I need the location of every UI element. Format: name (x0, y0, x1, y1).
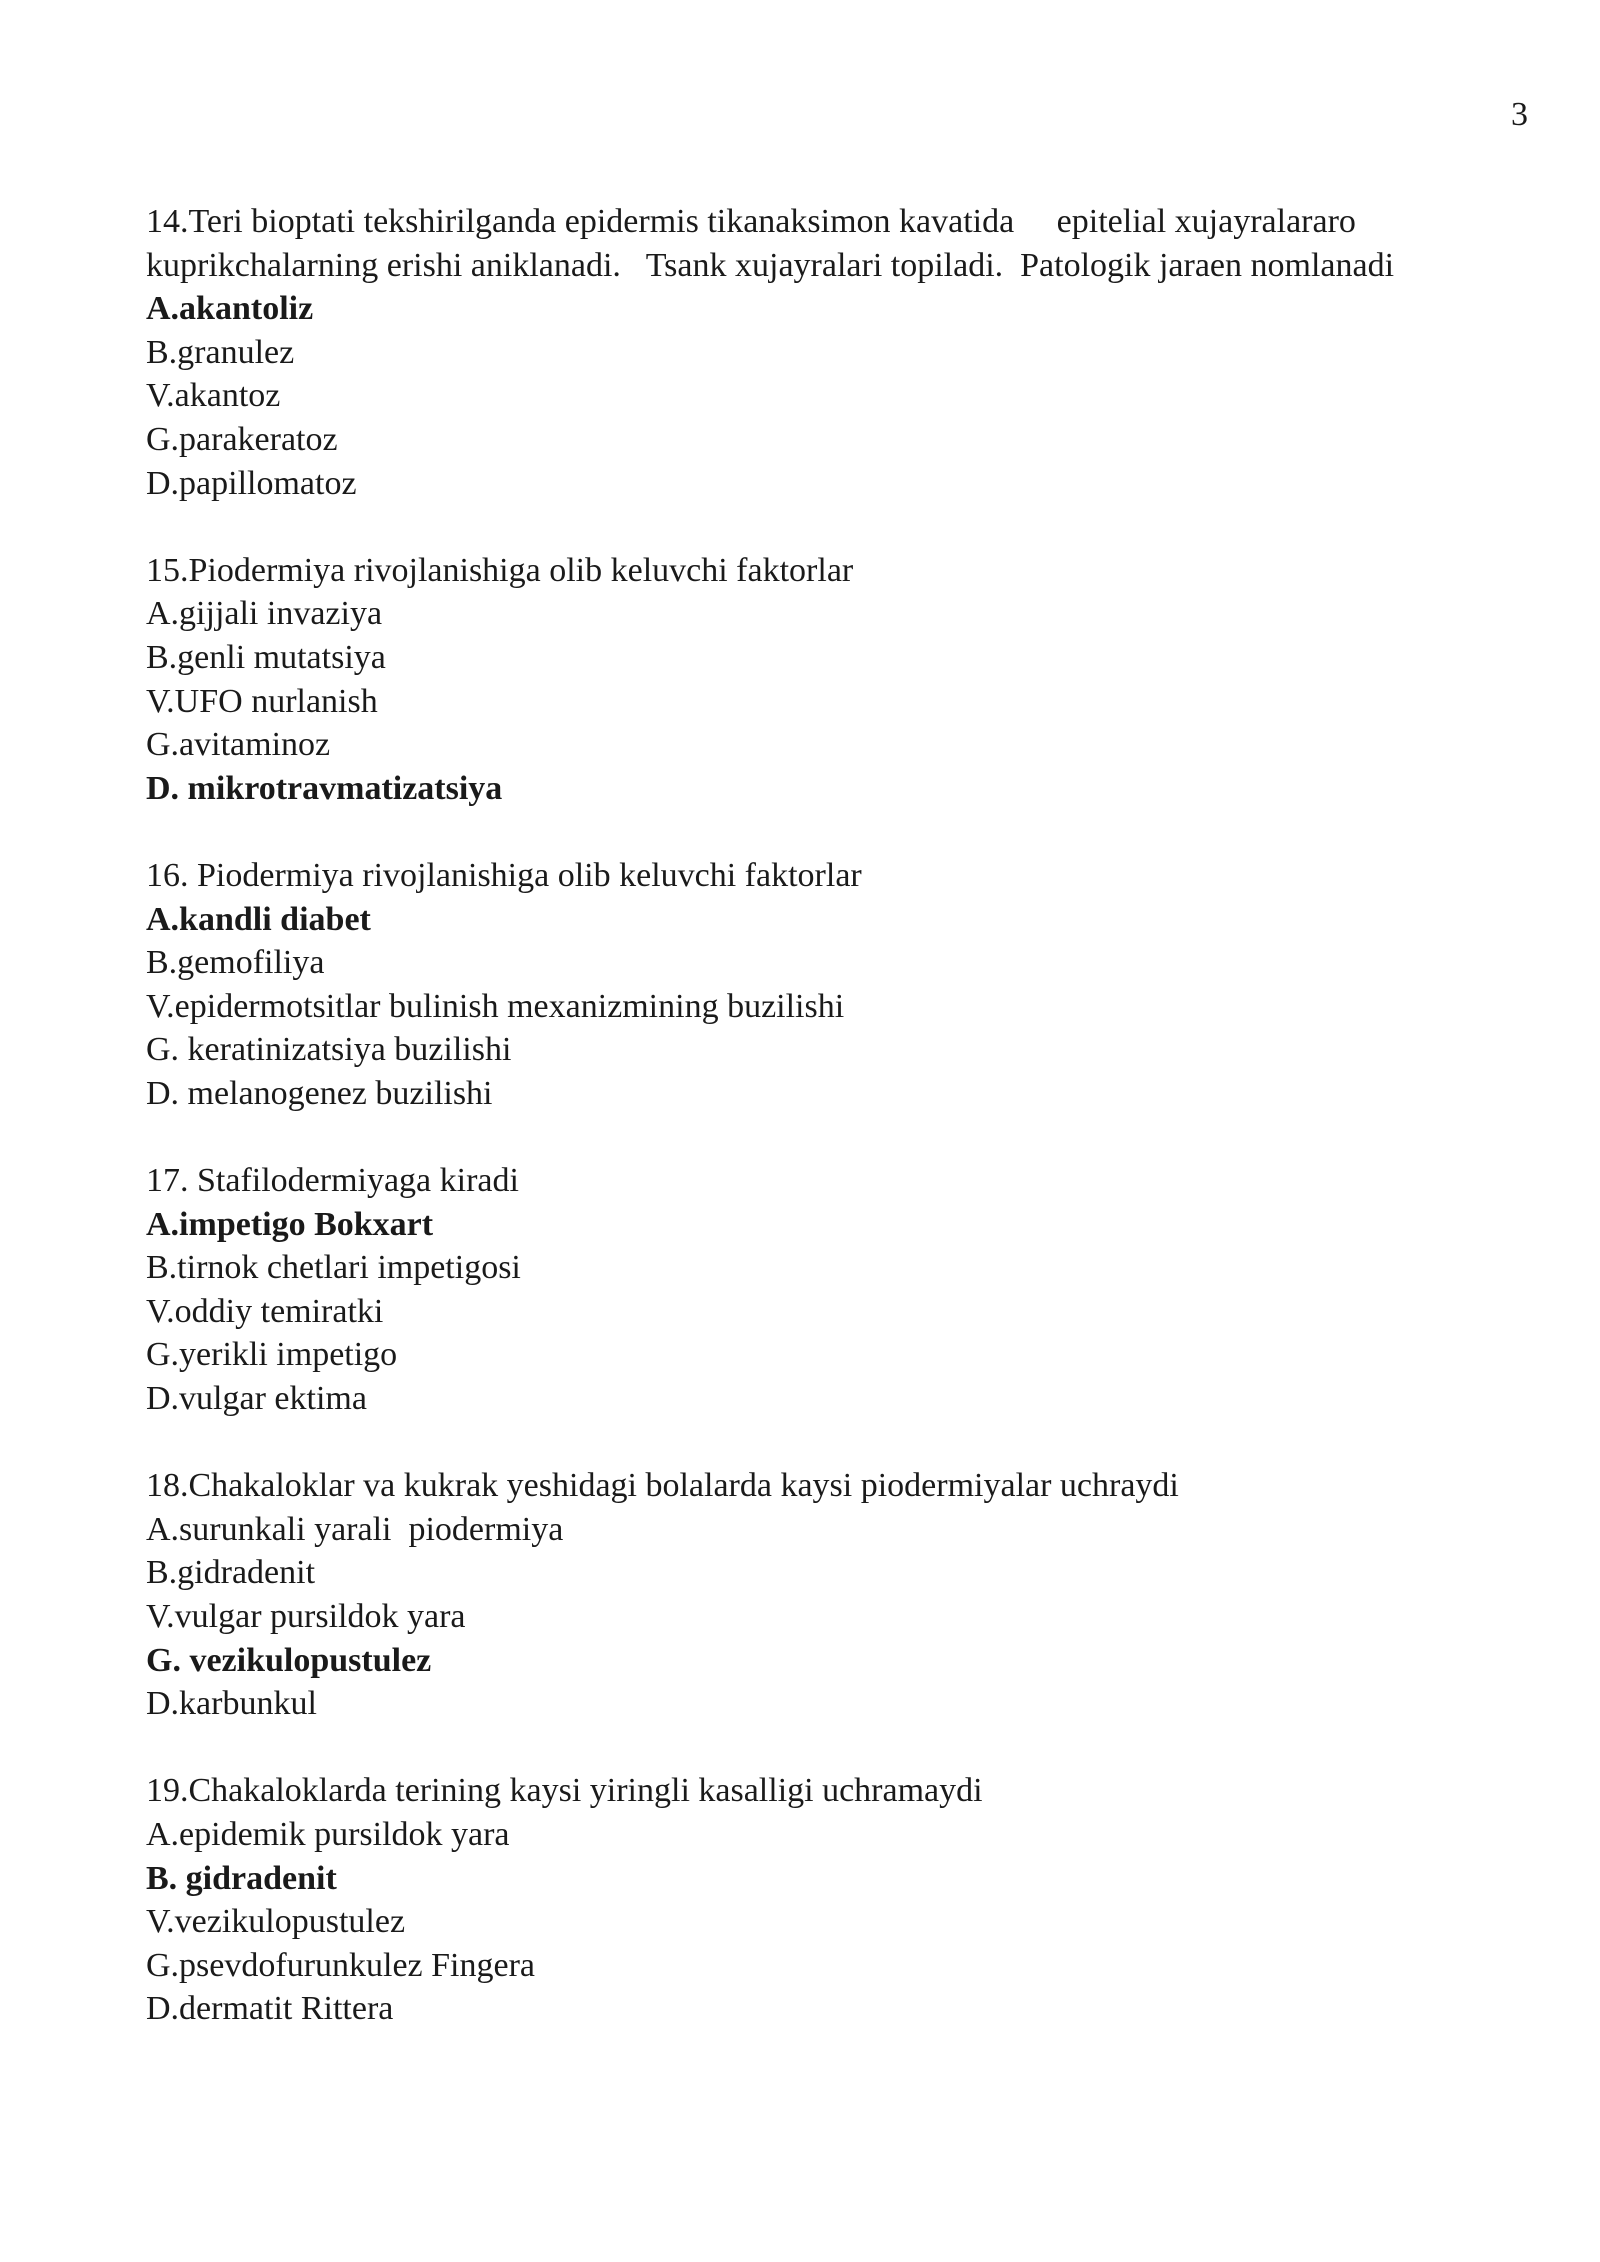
question-list (146, 200, 1516, 2075)
answer-option-g: G.parakeratoz (146, 420, 338, 458)
answer-option-d: D.papillomatoz (146, 464, 357, 502)
page-number: 3 (1511, 96, 1528, 133)
answer-option-g: G. keratinizatsiya buzilishi (146, 1031, 512, 1069)
answer-option-a: A.epidemik pursildok yara (146, 1815, 510, 1853)
answer-option-g: G.psevdofurunkulez Fingera (146, 1946, 536, 1984)
question-17 (146, 1159, 1516, 1421)
answer-option-b: B.tirnok chetlari impetigosi (146, 1249, 521, 1287)
question-text: 16. Piodermiya rivojlanishiga olib keluvchi faktorlar (146, 856, 862, 894)
answer-option-d-correct: D. mikrotravmatizatsiya (146, 769, 503, 807)
answer-option-v: V.UFO nurlanish (146, 682, 378, 720)
answer-option-a-correct: A.kandli diabet (146, 900, 371, 938)
answer-option-g: G.yerikli impetigo (146, 1336, 398, 1374)
answer-option-v: V.vulgar pursildok yara (146, 1598, 466, 1635)
answer-option-v: V.akantoz (146, 377, 281, 415)
answer-option-v: V.epidermotsitlar bulinish mexanizmining buzilishi (146, 987, 845, 1025)
question-15 (146, 549, 1516, 811)
answer-option-g-correct: G. vezikulopustulez (146, 1641, 432, 1679)
question-text: 19.Chakaloklarda terining kaysi yiringli kasalligi uchramaydi (146, 1772, 983, 1810)
question-14 (146, 200, 1516, 505)
answer-option-b: B.granulez (146, 333, 295, 371)
question-text: 14.Teri bioptati tekshirilganda epidermis tikanaksimon kavatida epitelial xujayralararo kuprikchalarning erishi aniklanadi. Tsank xujayralari topiladi. Patologik jaraen nomlanadi (146, 203, 1395, 284)
answer-option-b: B.gidradenit (146, 1554, 316, 1592)
question-text: 18.Chakaloklar va kukrak yeshidagi bolalarda kaysi piodermiyalar uchraydi (146, 1467, 1179, 1505)
answer-option-a: A.gijjali invaziya (146, 595, 383, 633)
question-text: 15.Piodermiya rivojlanishiga olib keluvchi faktorlar (146, 551, 854, 589)
answer-option-a-correct: A.akantoliz (146, 290, 314, 328)
question-19 (146, 1769, 1516, 2031)
question-16 (146, 854, 1516, 1116)
answer-option-d: D.dermatit Rittera (146, 1990, 394, 2028)
answer-option-b: B.gemofiliya (146, 944, 325, 982)
answer-option-a: A.surunkali yarali piodermiya (146, 1510, 564, 1548)
answer-option-v: V.vezikulopustulez (146, 1903, 406, 1941)
answer-option-a-correct: A.impetigo Bokxart (146, 1205, 434, 1243)
answer-option-b-correct: B. gidradenit (146, 1859, 337, 1897)
answer-option-d: D.karbunkul (146, 1685, 317, 1723)
question-18 (146, 1464, 1516, 1726)
answer-option-b: B.genli mutatsiya (146, 638, 386, 676)
question-text: 17. Stafilodermiyaga kiradi (146, 1162, 519, 1200)
answer-option-v: V.oddiy temiratki (146, 1292, 384, 1330)
answer-option-d: D. melanogenez buzilishi (146, 1074, 493, 1112)
answer-option-g: G.avitaminoz (146, 726, 331, 764)
answer-option-d: D.vulgar ektima (146, 1380, 367, 1418)
